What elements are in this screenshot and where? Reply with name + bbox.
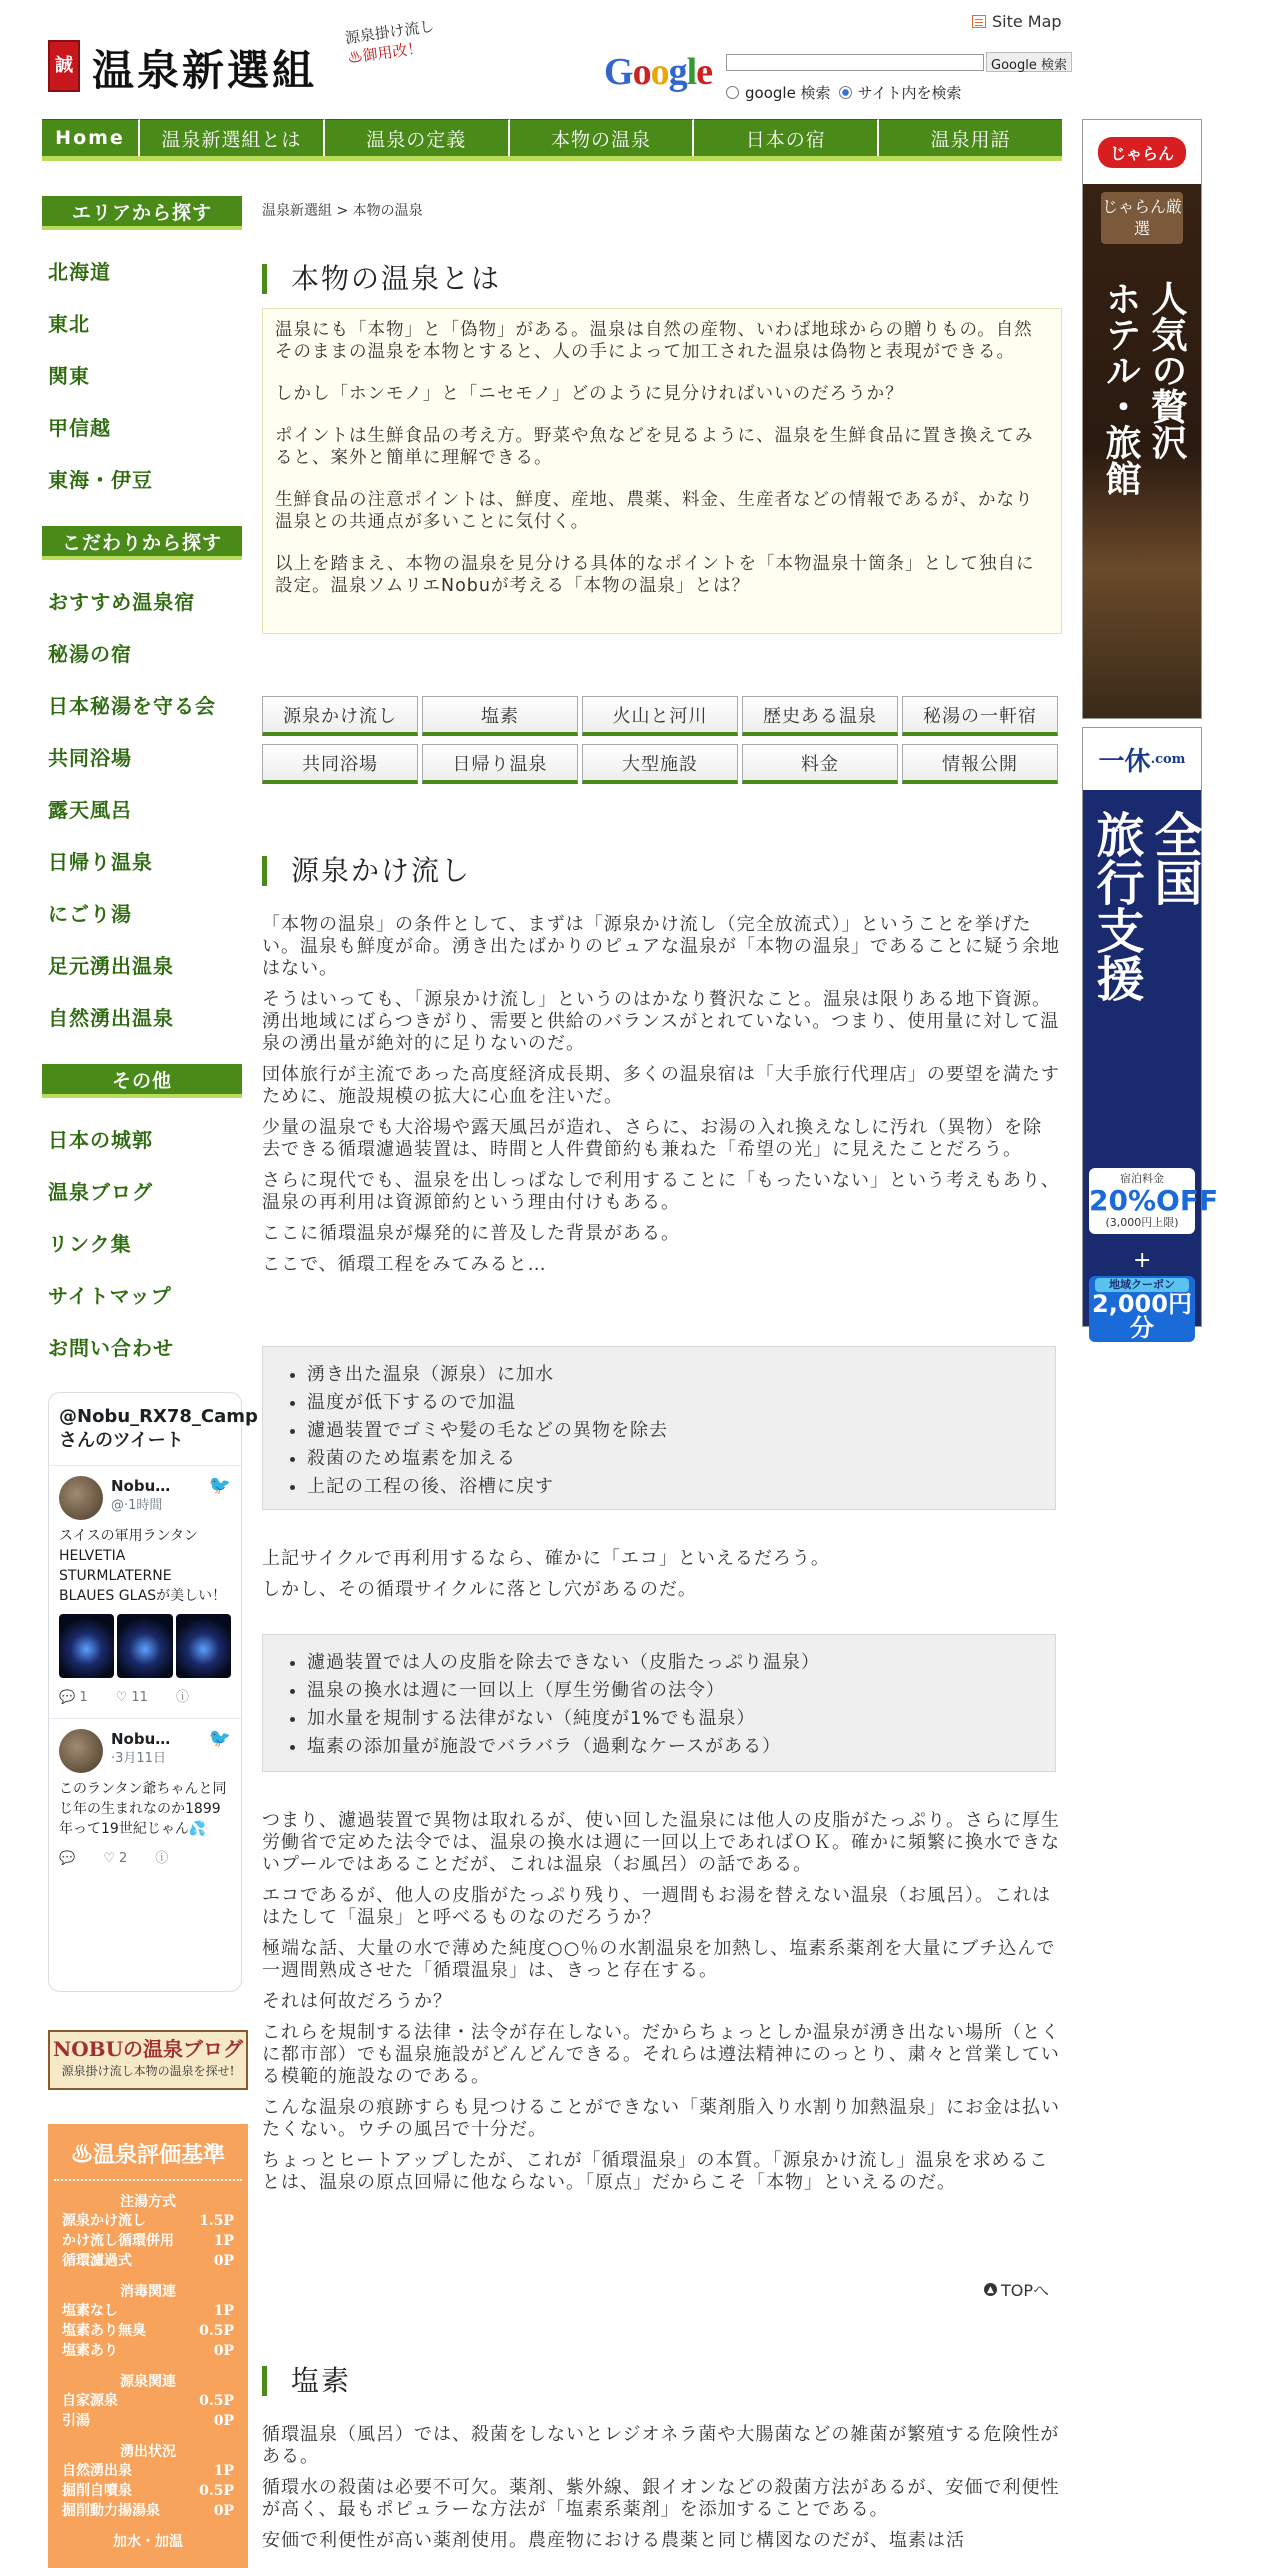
paragraph: エコであるが、他人の皮脂がたっぷり残り、一週間もお湯を替えない温泉（お風呂）。これははたして「温泉」と呼べるものなのだろうか？ [262,1885,1051,1928]
tab-kakenagashi[interactable]: 源泉かけ流し [262,696,418,736]
paragraph: 団体旅行が主流であった高度経済成長期、多くの温泉宿は「大手旅行代理店」の要望を満たすために、施設規模の拡大に心血を注いだ。 [262,1064,1060,1107]
list-item: • 温度が低下するので加温 [307,1389,1035,1417]
ikyu-discount-note: (3,000円上限) [1105,1216,1179,1229]
sidebar-item-other[interactable]: 温泉ブログ [48,1180,153,1204]
list-item: • 加水量を規制する法律がない（純度が1%でも温泉） [307,1705,1035,1733]
sidebar-heading-area: エリアから探す [42,196,242,230]
like-icon[interactable]: ♡ 2 [103,1851,128,1866]
tweet-actions [59,1849,231,1869]
rating-row [48,2341,248,2361]
list-item: • 濾過装置でゴミや髪の毛などの異物を除去 [307,1417,1035,1445]
blog-banner-sub: 源泉掛け流し本物の温泉を探せ! [61,2064,235,2078]
paragraph: 上記サイクルで再利用するなら、確かに「エコ」といえるだろう。 [262,1548,830,1569]
twitter-timeline [48,1392,258,1992]
intro-box [262,308,1062,634]
nav-glossary[interactable]: 温泉用語 [879,119,1062,156]
nav-home[interactable]: Home [42,119,140,156]
paragraph: しかし、その循環サイクルに落とし穴があるのだ。 [262,1579,697,1600]
page-title: 本物の温泉とは [262,264,1062,294]
info-icon[interactable]: ⓘ [155,1851,169,1866]
google-letter: o [632,51,651,93]
tweet-author[interactable]: Nobu… [111,1730,171,1748]
rating-label: 塩素あり [62,2343,118,2359]
ikyu-ad[interactable] [1082,727,1219,1342]
rating-points: 0.5P [199,2393,234,2409]
radio-site[interactable] [839,86,852,99]
jalan-ad-label: じゃらん厳選 [1101,192,1183,244]
list-item: • 温泉の換水は週に一回以上（厚生労働省の法令） [307,1677,1035,1705]
paragraph: 「本物の温泉」の条件として、まずは「源泉かけ流し（完全放流式）」ということを挙げたい。温泉も鮮度が命。湧き出たばかりのピュアな温泉が「本物の温泉」であることに疑う余地はない。 [262,914,1060,979]
tab-large-facility[interactable]: 大型施設 [582,744,738,784]
nav-real-onsen[interactable]: 本物の温泉 [510,119,695,156]
list-item: • 殺菌のため塩素を加える [307,1445,1035,1473]
search-input[interactable] [726,54,984,71]
twitter-bird-icon: 🐦 [208,1475,231,1496]
sidebar-heading-other: その他 [42,1064,242,1098]
rating-points: 0P [213,2343,234,2359]
rating-label: 引湯 [62,2413,90,2429]
ikyu-logo-text: 一休 [1098,746,1151,777]
google-letter: e [696,51,712,93]
nav-japan-inn[interactable]: 日本の宿 [694,119,879,156]
rating-row [48,2481,248,2501]
rating-points: 0P [213,2503,234,2519]
intro-paragraph: 温泉にも「本物」と「偽物」がある。温泉は自然の産物、いわば地球からの贈りもの。自然そのままの温泉を本物とすると、人の手によって加工された温泉は偽物と表現ができる。 [275,320,1033,362]
section-body [262,914,1060,1285]
sidebar-item-other[interactable]: サイトマップ [48,1284,172,1308]
rating-section: 源泉関連 [120,2374,176,2390]
rating-row [48,2501,248,2521]
rating-row [48,2411,248,2431]
rating-title: ♨温泉評価基準 [54,2124,242,2181]
nav-about[interactable]: 温泉新選組とは [140,119,325,156]
ikyu-discount-value: 20%OFF [1089,1184,1219,1217]
tab-hidden-inn[interactable]: 秘湯の一軒宿 [902,696,1058,736]
rating-points: 1.5P [199,2213,234,2229]
rating-row [48,2461,248,2481]
section-title-chlorine: 塩素 [262,2366,1062,2396]
logo-tagline [344,16,439,68]
nav-definition[interactable]: 温泉の定義 [325,119,510,156]
ikyu-ad-copy-1: 全国 [1146,810,1202,906]
rating-criteria [48,2124,248,2568]
sidebar-item-kodawari[interactable]: 秘湯の宿 [48,642,132,666]
twitter-title[interactable]: @Nobu_RX78_Campさんのツイート [49,1393,241,1466]
paragraph: こんな温泉の痕跡すらも見つけることができない「薬剤脂入り水割り加熱温泉」にお金は払いたくない。ウチの風呂で十分だ。 [262,2097,1060,2140]
radio-site-label: サイト内を検索 [857,84,962,102]
sidebar-item-kodawari[interactable]: にごり湯 [48,902,132,926]
jalan-ad-copy-2: ホテル・旅館 [1100,280,1142,496]
rating-row [48,2391,248,2411]
rating-section: 湧出状況 [120,2444,176,2460]
tweet[interactable] [49,1466,241,1719]
paragraph: それは何故だろうか？ [262,1991,452,2012]
section-body [262,2424,1060,2561]
google-letter: g [668,51,687,93]
twitter-bird-icon: 🐦 [208,1728,231,1749]
rating-row [48,2251,248,2271]
tweet[interactable] [49,1719,241,1879]
paragraph: 少量の温泉でも大浴場や露天風呂が造れ、さらに、お湯の入れ換えなしに汚れ（異物）を除去できる循環濾過装置は、時間と人件費節約も兼ねた「希望の光」に見えたことだろう。 [262,1117,1043,1160]
rating-points: 1P [213,2463,234,2479]
avatar[interactable] [59,1729,103,1773]
tweet-author[interactable]: Nobu… [111,1477,171,1495]
problem-list [262,1634,1056,1772]
sidebar-item-kodawari[interactable]: 共同浴場 [48,746,132,770]
rating-points: 0P [213,2253,234,2269]
sidebar-item-area[interactable]: 東北 [48,312,90,336]
tab-chlorine[interactable]: 塩素 [422,696,578,736]
rating-label: 塩素あり無臭 [62,2323,146,2339]
tweet-image[interactable] [117,1614,172,1678]
google-letter: l [686,51,697,93]
rating-row [48,2211,248,2231]
ikyu-logo [1083,728,1201,790]
radio-google-label: google 検索 [745,84,831,102]
sidebar-item-kodawari[interactable]: おすすめ温泉宿 [48,590,196,614]
sidebar-heading-kodawari: こだわりから探す [42,526,242,560]
tweet-text: スイスの軍用ランタン HELVETIA STURMLATERNE BLAUES GLASが美しい！ [59,1528,227,1604]
tab-disclosure[interactable]: 情報公開 [902,744,1058,784]
paragraph: これらを規制する法律・法令が存在しない。だからちょっとしか温泉が湧き出ない場所（とくに都市部）でも温泉施設がどんどんできる。それらは遵法精神にのっとり、粛々と営業している模範的施設なのである。 [262,2022,1060,2087]
rating-label: 自家源泉 [62,2393,118,2409]
ikyu-logo-suffix: .com [1150,751,1186,767]
back-to-top-link[interactable] [984,2278,1049,2301]
sidebar-item-kodawari[interactable]: 足元湧出温泉 [48,954,174,978]
tab-historic[interactable]: 歴史ある温泉 [742,696,898,736]
google-logo [604,50,712,94]
rating-label: 自然湧出泉 [62,2463,132,2479]
rating-label: 源泉かけ流し [62,2213,146,2229]
sidebar-item-kodawari[interactable]: 自然湧出温泉 [48,1006,174,1030]
intro-paragraph: 生鮮食品の注意ポイントは、鮮度、産地、農薬、料金、生産者などの情報であるが、かなり温泉との共通点が多いことに気付く。 [275,490,1034,532]
search-button[interactable]: Google 検索 [986,52,1072,72]
rating-label: かけ流し循環併用 [62,2233,174,2249]
sidebar-item-other[interactable]: 日本の城郭 [48,1128,153,1152]
blog-banner-title: NOBUの温泉ブログ [52,2037,244,2061]
paragraph: ちょっとヒートアップしたが、これが「循環温泉」の本質。「源泉かけ流し」温泉を求めることは、温泉の原点回帰に他ならない。「原点」だからこそ「本物」といえるのだ。 [262,2150,1049,2193]
list-item: • 濾過装置では人の皮脂を除去できない（皮脂たっぷり温泉） [307,1649,1035,1677]
ikyu-ad-copy-2: 旅行支援 [1088,810,1144,1002]
reply-icon[interactable]: 💬 [59,1851,76,1866]
blog-banner[interactable] [48,2030,248,2090]
sidebar-item-area[interactable]: 北海道 [48,260,111,284]
info-icon[interactable]: ⓘ [175,1690,189,1705]
sidebar-item-area[interactable]: 東海・伊豆 [48,468,153,492]
sidebar-item-area[interactable]: 甲信越 [48,416,111,440]
ikyu-coupon-label: 地域クーポン [1095,1278,1189,1292]
google-letter: G [604,51,633,93]
list-item: • 上記の工程の後、浴槽に戻す [307,1473,1035,1501]
google-letter: o [650,51,669,93]
paragraph: そうはいっても、「源泉かけ流し」というのはかなり贅沢なこと。温泉は限りある地下資源。湧出地域にばらつきがり、需要と供給のバランスがとれていない。つまり、使用量に対して温泉の湧出量が絶対的に足りないのだ。 [262,989,1060,1054]
logo-tagline-1: 源泉掛け流し [343,16,436,48]
sidebar-item-kodawari[interactable]: 露天風呂 [48,798,132,822]
sidebar-item-kodawari[interactable]: 日帰り温泉 [48,850,153,874]
rating-points: 1P [213,2233,234,2249]
site-logo[interactable]: 温泉新選組 [92,46,318,95]
paragraph: さらに現代でも、温泉を出しっぱなしで利用することに「もったいない」という考えもあり、温泉の再利用は資源節約という理由付けもある。 [262,1170,1060,1213]
sidebar-item-other[interactable]: お問い合わせ [48,1336,174,1360]
list-item: • 湧き出た温泉（源泉）に加水 [307,1361,1035,1389]
intro-paragraph: 以上を踏まえ、本物の温泉を見分ける具体的なポイントを「本物温泉十箇条」として独自に設定。温泉ソムリエNobuが考える「本物の温泉」とは？ [275,554,1035,596]
main-nav [42,119,1062,161]
intro-paragraph: ポイントは生鮮食品の考え方。野菜や魚などを見るように、温泉を生鮮食品に置き換えてみると、案外と簡単に理解できる。 [275,426,1034,468]
tweet-time[interactable]: @·1時間 [111,1498,163,1513]
ikyu-coupon [1089,1276,1195,1342]
back-to-top-label: TOPへ [1001,2281,1050,2300]
sidebar-item-kodawari[interactable]: 日本秘湯を守る会 [48,694,216,718]
rating-label: 掘削自噴泉 [62,2483,132,2499]
intro-paragraph: しかし「ホンモノ」と「ニセモノ」どのように見分ければいいのだろうか？ [275,384,904,404]
mid-body [262,1548,1060,1610]
sitemap-icon [972,15,986,28]
sidebar-item-other[interactable]: リンク集 [48,1232,132,1256]
topic-tabs-row-2 [262,744,1058,784]
jalan-ad-copy-1: 人気の贅沢 [1146,280,1188,460]
logo-tagline-2: ♨御用改！ [346,38,424,68]
rating-row [48,2231,248,2251]
rating-section: 加水・加温 [113,2534,183,2550]
radio-google[interactable] [726,86,739,99]
ikyu-coupon-value: 2,000円分 [1092,1290,1192,1342]
like-count: 2 [118,1851,128,1866]
paragraph: 極端な話、大量の水で薄めた純度○○％の水割温泉を加熱し、塩素系薬剤を大量にブチ込んで一週間熟成させた「循環温泉」は、きっと存在する。 [262,1938,1056,1981]
tweet-image[interactable] [59,1614,114,1678]
rating-points: 0.5P [199,2323,234,2339]
reply-icon[interactable]: 💬 1 [59,1690,88,1705]
arrow-up-icon: ▲ [984,2283,997,2296]
paragraph: 安価で利便性が高い薬剤使用。農産物における農薬と同じ構図なのだが、塩素は活 [262,2530,965,2551]
ikyu-plus: + [1133,1248,1152,1273]
rating-points: 0.5P [199,2483,234,2499]
rating-points: 0P [213,2413,234,2429]
tweet-images[interactable] [59,1614,231,1678]
tab-day-trip[interactable]: 日帰り温泉 [422,744,578,784]
list-item: • 塩素の添加量が施設でバラバラ（過剰なケースがある） [307,1733,1035,1761]
process-list [262,1346,1056,1510]
rating-section: 消毒関連 [120,2284,176,2300]
jalan-ad[interactable] [1082,119,1202,719]
topic-tabs-row-1 [262,696,1058,736]
breadcrumb[interactable]: 温泉新選組 > 本物の温泉 [262,203,423,219]
sitemap-label: Site Map [992,12,1062,31]
tweet-image[interactable] [176,1614,231,1678]
search-scope [726,82,962,103]
jalan-ad-header [1083,120,1201,184]
after-body [262,1810,1060,2203]
rating-row [48,2301,248,2321]
rating-label: 循環濾過式 [62,2253,132,2269]
avatar[interactable] [59,1476,103,1520]
jalan-logo: じゃらん [1098,137,1186,168]
ikyu-discount-label: 宿泊料金 [1120,1172,1164,1185]
tab-price[interactable]: 料金 [742,744,898,784]
sitemap-link[interactable] [972,12,1062,31]
reply-count: 1 [79,1690,88,1705]
tab-public-bath[interactable]: 共同浴場 [262,744,418,784]
like-icon[interactable]: ♡ 11 [115,1690,148,1705]
logo-mark[interactable]: 誠 [48,40,80,92]
tab-volcano-river[interactable]: 火山と河川 [582,696,738,736]
tweet-text: このランタン爺ちゃんと同じ年の生まれなのか1899年って19世紀じゃん💦 [59,1781,227,1837]
paragraph: ここに循環温泉が爆発的に普及した背景がある。 [262,1223,680,1244]
rating-label: 塩素なし [62,2303,118,2319]
section-title-kakenagashi: 源泉かけ流し [262,856,1062,886]
tweet-time[interactable]: ·3月11日 [111,1751,166,1766]
tweet-actions [59,1688,231,1708]
rating-row [48,2321,248,2341]
sidebar-item-area[interactable]: 関東 [48,364,90,388]
ikyu-discount [1089,1168,1219,1234]
rating-label: 掘削動力揚湯泉 [62,2503,160,2519]
like-count: 11 [131,1690,148,1705]
paragraph: 循環温泉（風呂）では、殺菌をしないとレジオネラ菌や大腸菌などの雑菌が繁殖する危険性がある。 [262,2424,1060,2467]
paragraph: 循環水の殺菌は必要不可欠。薬剤、紫外線、銀イオンなどの殺菌方法があるが、安価で利便性が高く、最もポピュラーな方法が「塩素系薬剤」を添加することである。 [262,2477,1060,2520]
paragraph: つまり、濾過装置で異物は取れるが、使い回した温泉には他人の皮脂がたっぷり。さらに厚生労働省で定めた法令では、温泉の換水は週に一回以上であればＯＫ。確かに頻繁に換水できないプールではあることだが、これは温泉（お風呂）の話である。 [262,1810,1060,1875]
rating-points: 1P [213,2303,234,2319]
paragraph: ここで、循環工程をみてみると… [262,1254,547,1275]
rating-section: 注湯方式 [120,2194,176,2210]
